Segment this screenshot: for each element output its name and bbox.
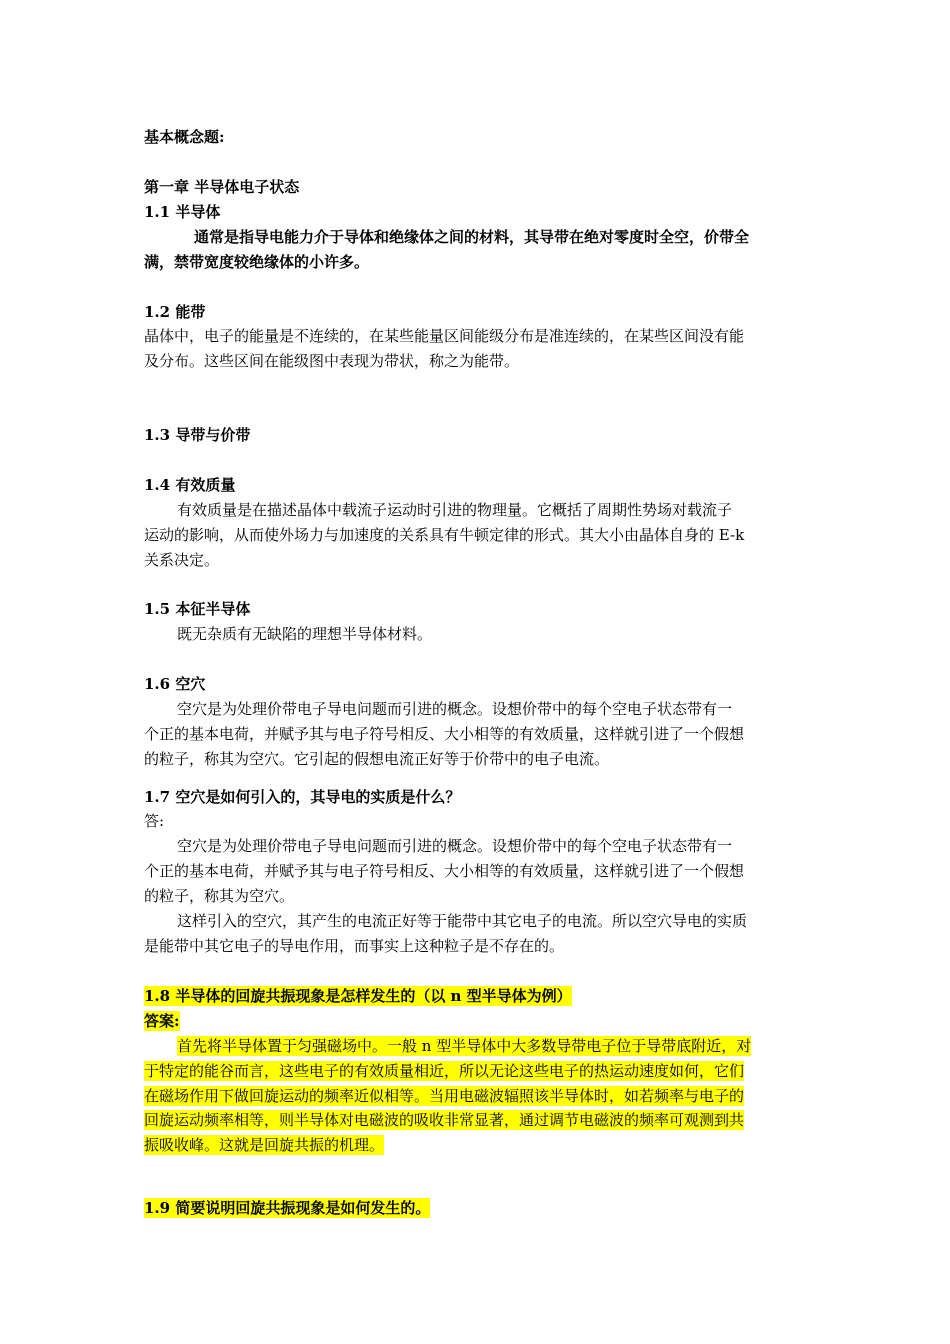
paragraph-line: 振吸收峰。这就是回旋共振的机理。 (144, 1136, 385, 1154)
paragraph-line: 通常是指导电能力介于导体和绝缘体之间的材料，其导带在绝对零度时全空，价带全 (194, 228, 750, 246)
paragraph-line: 在磁场作用下做回旋运动的频率近似相等。当用电磁波辐照该半导体时，如若频率与电子的 (144, 1087, 745, 1105)
paragraph-line: 首先将半导体置于匀强磁场中。一般 n 型半导体中大多数导带电子位于导带底附近，对 (177, 1037, 752, 1055)
paragraph-line: 及分布。这些区间在能级图中表现为带状，称之为能带。 (144, 352, 520, 370)
paragraph-line: 空穴是为处理价带电子导电问题而引进的概念。设想价带中的每个空电子状态带有一 (177, 700, 733, 718)
paragraph-line: 个正的基本电荷，并赋予其与电子符号相反、大小相等的有效质量，这样就引进了一个假想 (144, 725, 745, 743)
paragraph-line: 空穴是为处理价带电子导电问题而引进的概念。设想价带中的每个空电子状态带有一 (177, 837, 733, 855)
section-heading-1-5: 1.5 本征半导体 (144, 600, 251, 618)
answer-label: 答: (144, 812, 165, 830)
section-heading-1-1: 1.1 半导体 (144, 203, 221, 221)
paragraph-line: 关系决定。 (144, 551, 220, 569)
paragraph-line: 于特定的能谷而言，这些电子的有效质量相近，所以无论这些电子的热运动速度如何，它们 (144, 1062, 745, 1080)
paragraph-line: 回旋运动频率相等，则半导体对电磁波的吸收非常显著，通过调节电磁波的频率可观测到共 (144, 1111, 745, 1129)
section-heading-1-4: 1.4 有效质量 (144, 476, 236, 494)
paragraph-line: 的粒子，称其为空穴。 (144, 887, 295, 905)
answer-label: 答案: (144, 1012, 180, 1030)
section-heading-1-3: 1.3 导带与价带 (144, 426, 251, 444)
paragraph-line: 满，禁带宽度较绝缘体的小许多。 (144, 253, 370, 271)
section-heading-1-6: 1.6 空穴 (144, 675, 206, 693)
paragraph-line: 运动的影响，从而使外场力与加速度的关系具有牛顿定律的形式。其大小由晶体自身的 E-k (144, 526, 745, 544)
paragraph-line: 是能带中其它电子的导电作用，而事实上这种粒子是不存在的。 (144, 937, 565, 955)
section-heading-1-2: 1.2 能带 (144, 303, 206, 321)
paragraph-line: 这样引入的空穴，其产生的电流正好等于能带中其它电子的电流。所以空穴导电的实质 (177, 912, 748, 930)
document-title: 基本概念题: (144, 128, 225, 146)
section-heading-1-8: 1.8 半导体的回旋共振现象是怎样发生的（以 n 型半导体为例） (144, 987, 572, 1005)
paragraph-line: 有效质量是在描述晶体中载流子运动时引进的物理量。它概括了周期性势场对载流子 (177, 501, 733, 519)
section-heading-1-7: 1.7 空穴是如何引入的，其导电的实质是什么？ (144, 788, 461, 806)
chapter-heading: 第一章 半导体电子状态 (144, 178, 300, 196)
paragraph-line: 既无杂质有无缺陷的理想半导体材料。 (177, 625, 433, 643)
paragraph-line: 个正的基本电荷，并赋予其与电子符号相反、大小相等的有效质量，这样就引进了一个假想 (144, 862, 745, 880)
paragraph-line: 的粒子，称其为空穴。它引起的假想电流正好等于价带中的电子电流。 (144, 750, 610, 768)
paragraph-line: 晶体中，电子的能量是不连续的，在某些能量区间能级分布是准连续的，在某些区间没有能 (144, 327, 745, 345)
section-heading-1-9: 1.9 简要说明回旋共振现象是如何发生的。 (144, 1199, 431, 1217)
